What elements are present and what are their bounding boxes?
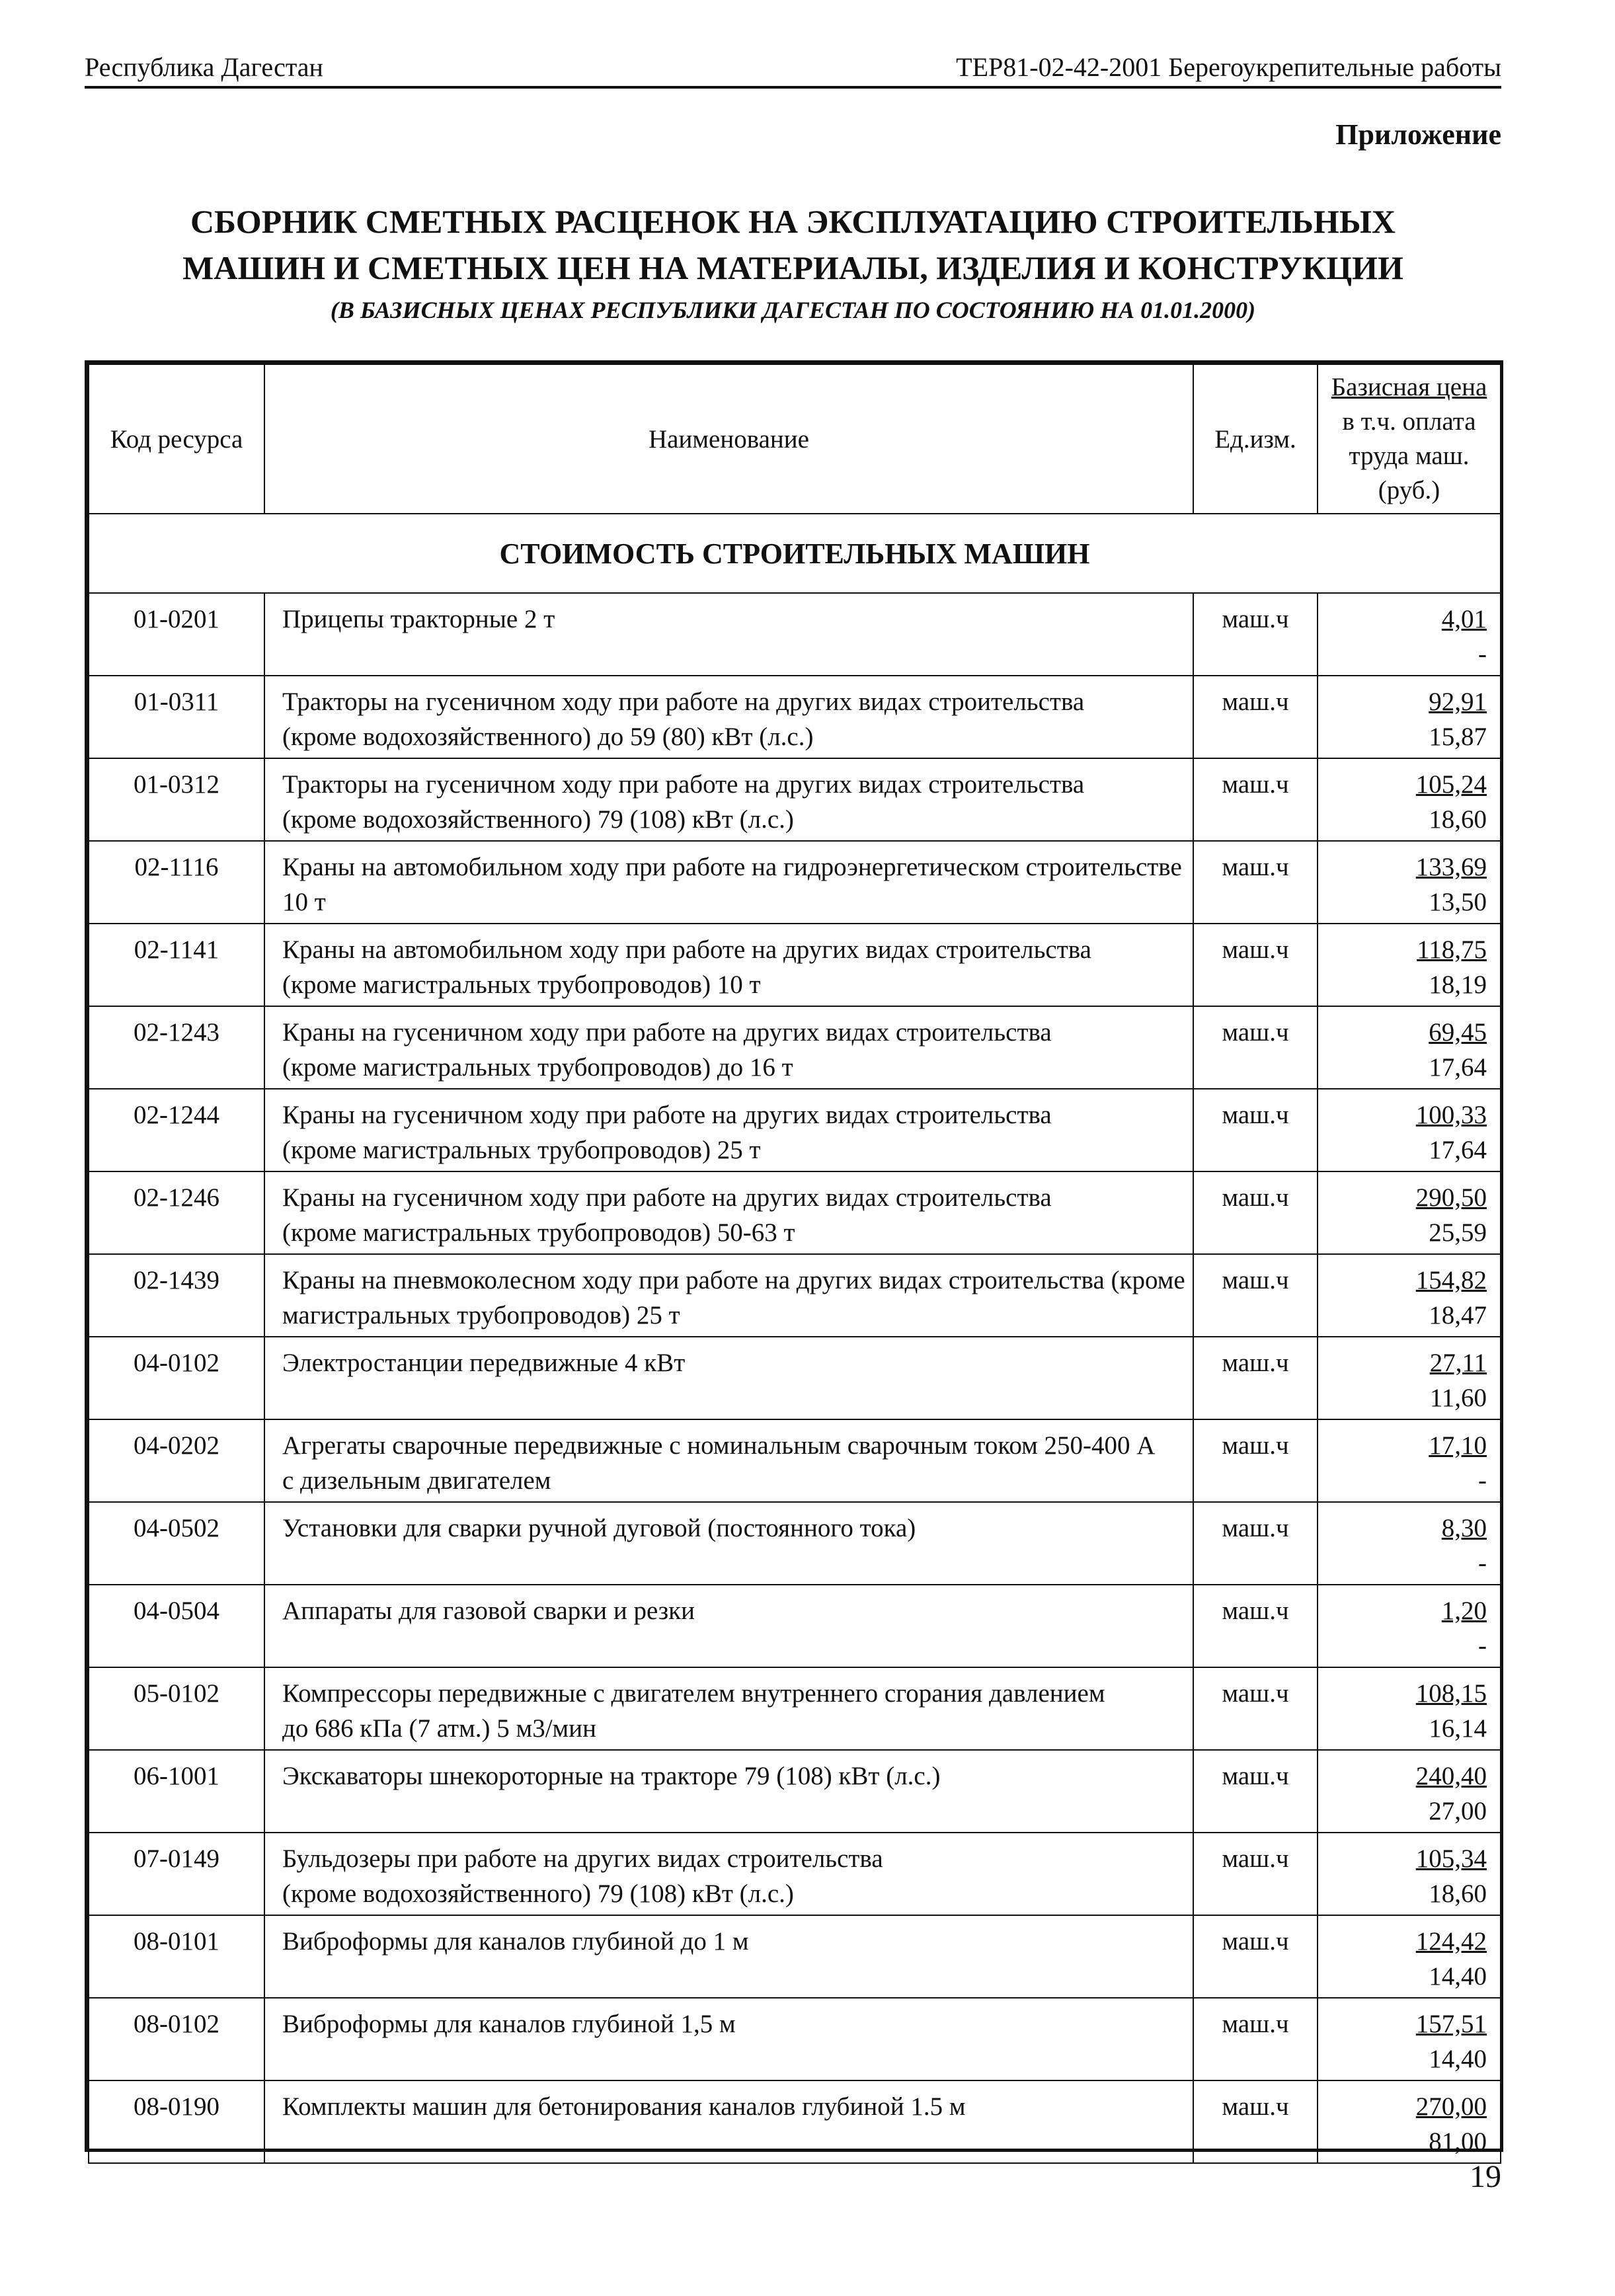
column-header-code: Код ресурса (89, 364, 264, 514)
resource-code: 02-1141 (89, 924, 264, 1006)
resource-name (264, 1502, 1193, 1585)
base-price: 17,10 (1429, 1431, 1487, 1460)
table-row (89, 1419, 1501, 1502)
price-cell (1318, 593, 1501, 676)
base-price: 118,75 (1417, 935, 1487, 964)
resource-name-line-1: Аппараты для газовой сварки и резки (282, 1597, 695, 1625)
labor-cost: 17,64 (1429, 1053, 1487, 1082)
labor-cost: 16,14 (1429, 1714, 1487, 1743)
resource-name (264, 1585, 1193, 1667)
unit-of-measure: маш.ч (1193, 841, 1318, 924)
resource-name (264, 841, 1193, 924)
resource-code: 08-0101 (89, 1915, 264, 1998)
table-row (89, 1915, 1501, 1998)
document-title (85, 198, 1501, 291)
base-price: 240,40 (1415, 1762, 1487, 1790)
resource-code: 02-1439 (89, 1254, 264, 1337)
resource-name-line-1: Компрессоры передвижные с двигателем внутреннего сгорания давлением (282, 1679, 1105, 1708)
unit-of-measure: маш.ч (1193, 1998, 1318, 2080)
price-cell (1318, 1833, 1501, 1915)
resource-name (264, 1750, 1193, 1833)
table-row (89, 841, 1501, 924)
labor-cost: 81,00 (1429, 2127, 1487, 2156)
base-price: 27,11 (1429, 1349, 1487, 1377)
resource-name (264, 1667, 1193, 1750)
resource-name-line-2: (кроме водохозяйственного) до 59 (80) кВт (л.с.) (282, 723, 814, 751)
labor-cost: - (1478, 1632, 1487, 1660)
price-cell (1318, 1750, 1501, 1833)
resource-code: 02-1244 (89, 1089, 264, 1171)
unit-of-measure: маш.ч (1193, 1502, 1318, 1585)
table-row (89, 1089, 1501, 1171)
labor-cost: 13,50 (1429, 888, 1487, 916)
labor-cost: 14,40 (1429, 2045, 1487, 2073)
table-row (89, 2080, 1501, 2163)
labor-cost: 14,40 (1429, 1962, 1487, 1991)
resource-code: 08-0190 (89, 2080, 264, 2163)
resource-name-line-2: (кроме магистральных трубопроводов) 25 т (282, 1136, 761, 1164)
resource-name-line-1: Краны на пневмоколесном ходу при работе на других видах строительства (кроме (282, 1266, 1185, 1294)
base-price: 4,01 (1441, 605, 1487, 633)
table-row (89, 1998, 1501, 2080)
base-price: 108,15 (1415, 1679, 1487, 1708)
resource-code: 04-0202 (89, 1419, 264, 1502)
price-table (88, 364, 1501, 2164)
section-title: СТОИМОСТЬ СТРОИТЕЛЬНЫХ МАШИН (89, 514, 1501, 593)
base-price: 92,91 (1429, 688, 1487, 716)
labor-cost: 18,47 (1429, 1301, 1487, 1329)
labor-cost: - (1478, 1466, 1487, 1495)
resource-name (264, 2080, 1193, 2163)
base-price: 154,82 (1415, 1266, 1487, 1294)
table-row (89, 1585, 1501, 1667)
resource-name (264, 758, 1193, 841)
resource-name-line-1: Виброформы для каналов глубиной до 1 м (282, 1927, 749, 1956)
labor-cost: 27,00 (1429, 1797, 1487, 1825)
unit-of-measure: маш.ч (1193, 1254, 1318, 1337)
resource-name-line-1: Тракторы на гусеничном ходу при работе на других видах строительства (282, 688, 1085, 716)
price-table-frame (85, 360, 1503, 2156)
unit-of-measure: маш.ч (1193, 593, 1318, 676)
price-cell (1318, 758, 1501, 841)
resource-name (264, 1254, 1193, 1337)
labor-cost: - (1478, 1549, 1487, 1577)
section-row (89, 514, 1501, 593)
column-header-unit: Ед.изм. (1193, 364, 1318, 514)
header-region: Республика Дагестан (85, 52, 323, 82)
resource-name-line-1: Краны на автомобильном ходу при работе на гидроэнергетическом строительстве (282, 853, 1182, 881)
labor-cost: 11,60 (1429, 1384, 1487, 1412)
resource-code: 04-0102 (89, 1337, 264, 1419)
base-price: 124,42 (1415, 1927, 1487, 1956)
labor-cost: - (1478, 640, 1487, 668)
resource-code: 01-0311 (89, 676, 264, 758)
unit-of-measure: маш.ч (1193, 1337, 1318, 1419)
resource-name-line-1: Краны на автомобильном ходу при работе на других видах строительства (282, 935, 1091, 964)
resource-name-line-2: до 686 кПа (7 атм.) 5 м3/мин (282, 1714, 596, 1743)
resource-name (264, 1833, 1193, 1915)
price-cell (1318, 1419, 1501, 1502)
resource-name-line-1: Краны на гусеничном ходу при работе на других видах строительства (282, 1018, 1052, 1047)
column-header-price (1318, 364, 1501, 514)
appendix-label: Приложение (1335, 118, 1501, 151)
base-price: 100,33 (1415, 1101, 1487, 1129)
price-cell (1318, 924, 1501, 1006)
resource-name (264, 1171, 1193, 1254)
resource-code: 05-0102 (89, 1667, 264, 1750)
table-row (89, 924, 1501, 1006)
table-row (89, 1833, 1501, 1915)
unit-of-measure: маш.ч (1193, 1667, 1318, 1750)
price-cell (1318, 1337, 1501, 1419)
price-cell (1318, 676, 1501, 758)
resource-name-line-1: Агрегаты сварочные передвижные с номинальным сварочным током 250-400 А (282, 1431, 1156, 1460)
unit-of-measure: маш.ч (1193, 676, 1318, 758)
unit-of-measure: маш.ч (1193, 1750, 1318, 1833)
labor-cost: 18,60 (1429, 1880, 1487, 1908)
table-row (89, 1750, 1501, 1833)
unit-of-measure: маш.ч (1193, 1419, 1318, 1502)
labor-cost: 25,59 (1429, 1218, 1487, 1247)
labor-cost: 18,60 (1429, 805, 1487, 834)
resource-code: 02-1243 (89, 1006, 264, 1089)
unit-of-measure: маш.ч (1193, 2080, 1318, 2163)
unit-of-measure: маш.ч (1193, 1006, 1318, 1089)
unit-of-measure: маш.ч (1193, 1171, 1318, 1254)
resource-code: 07-0149 (89, 1833, 264, 1915)
resource-name-line-1: Электростанции передвижные 4 кВт (282, 1349, 686, 1377)
resource-name-line-1: Виброформы для каналов глубиной 1,5 м (282, 2010, 736, 2038)
base-price: 105,34 (1415, 1844, 1487, 1873)
unit-of-measure: маш.ч (1193, 1089, 1318, 1171)
unit-of-measure: маш.ч (1193, 1833, 1318, 1915)
resource-name (264, 1337, 1193, 1419)
table-row (89, 593, 1501, 676)
table-row (89, 1502, 1501, 1585)
resource-name-line-2: (кроме водохозяйственного) 79 (108) кВт (л.с.) (282, 805, 794, 834)
column-header-name: Наименование (264, 364, 1193, 514)
price-cell (1318, 841, 1501, 924)
table-row (89, 1337, 1501, 1419)
resource-name-line-2: с дизельным двигателем (282, 1466, 551, 1495)
price-cell (1318, 1006, 1501, 1089)
table-header-row (89, 364, 1501, 514)
base-price: 69,45 (1429, 1018, 1487, 1047)
resource-name (264, 1006, 1193, 1089)
price-cell (1318, 1502, 1501, 1585)
price-header-line-4: (руб.) (1378, 476, 1440, 504)
price-cell (1318, 1998, 1501, 2080)
resource-name (264, 1998, 1193, 2080)
resource-name-line-2: (кроме магистральных трубопроводов) 50-63 т (282, 1218, 795, 1247)
base-price: 270,00 (1415, 2092, 1487, 2121)
price-cell (1318, 1915, 1501, 1998)
resource-name-line-2: (кроме водохозяйственного) 79 (108) кВт (л.с.) (282, 1880, 794, 1908)
resource-name-line-1: Установки для сварки ручной дуговой (постоянного тока) (282, 1514, 916, 1542)
resource-name (264, 1915, 1193, 1998)
labor-cost: 17,64 (1429, 1136, 1487, 1164)
resource-name-line-1: Комплекты машин для бетонирования каналов глубиной 1.5 м (282, 2092, 966, 2121)
base-price: 105,24 (1415, 770, 1487, 799)
resource-name (264, 1089, 1193, 1171)
labor-cost: 15,87 (1429, 723, 1487, 751)
labor-cost: 18,19 (1429, 970, 1487, 999)
resource-name (264, 924, 1193, 1006)
header-document-code: ТЕР81-02-42-2001 Берегоукрепительные работы (956, 52, 1501, 82)
resource-name (264, 676, 1193, 758)
base-price: 133,69 (1415, 853, 1487, 881)
base-price: 290,50 (1415, 1183, 1487, 1212)
unit-of-measure: маш.ч (1193, 758, 1318, 841)
price-cell (1318, 1667, 1501, 1750)
resource-name-line-2: магистральных трубопроводов) 25 т (282, 1301, 680, 1329)
table-row (89, 1171, 1501, 1254)
resource-code: 04-0502 (89, 1502, 264, 1585)
resource-code: 01-0312 (89, 758, 264, 841)
title-line-2: МАШИН И СМЕТНЫХ ЦЕН НА МАТЕРИАЛЫ, ИЗДЕЛИЯ И КОНСТРУКЦИИ (182, 249, 1403, 286)
base-price: 8,30 (1441, 1514, 1487, 1542)
resource-name-line-1: Тракторы на гусеничном ходу при работе на других видах строительства (282, 770, 1085, 799)
resource-name (264, 1419, 1193, 1502)
table-row (89, 676, 1501, 758)
price-cell (1318, 1171, 1501, 1254)
resource-code: 04-0504 (89, 1585, 264, 1667)
title-line-1: СБОРНИК СМЕТНЫХ РАСЦЕНОК НА ЭКСПЛУАТАЦИЮ СТРОИТЕЛЬНЫХ (190, 203, 1396, 240)
resource-code: 02-1246 (89, 1171, 264, 1254)
resource-name-line-1: Бульдозеры при работе на других видах строительства (282, 1844, 883, 1873)
price-cell (1318, 2080, 1501, 2163)
price-header-line-1: Базисная цена (1331, 373, 1487, 401)
base-price: 1,20 (1441, 1597, 1487, 1625)
price-cell (1318, 1089, 1501, 1171)
header-rule (85, 86, 1501, 89)
unit-of-measure: маш.ч (1193, 1585, 1318, 1667)
table-row (89, 1254, 1501, 1337)
base-price: 157,51 (1415, 2010, 1487, 2038)
resource-code: 01-0201 (89, 593, 264, 676)
resource-code: 02-1116 (89, 841, 264, 924)
price-cell (1318, 1585, 1501, 1667)
price-header-line-2: в т.ч. оплата (1342, 407, 1476, 436)
document-subtitle: (В БАЗИСНЫХ ЦЕНАХ РЕСПУБЛИКИ ДАГЕСТАН ПО СОСТОЯНИЮ НА 01.01.2000) (330, 297, 1256, 323)
resource-name-line-2: 10 т (282, 888, 326, 916)
price-header-line-3: труда маш. (1349, 442, 1470, 470)
resource-name-line-1: Экскаваторы шнекороторные на тракторе 79 (108) кВт (л.с.) (282, 1762, 941, 1790)
price-cell (1318, 1254, 1501, 1337)
table-row (89, 1667, 1501, 1750)
unit-of-measure: маш.ч (1193, 1915, 1318, 1998)
resource-name (264, 593, 1193, 676)
resource-name-line-1: Краны на гусеничном ходу при работе на других видах строительства (282, 1101, 1052, 1129)
resource-name-line-1: Прицепы тракторные 2 т (282, 605, 555, 633)
resource-name-line-1: Краны на гусеничном ходу при работе на других видах строительства (282, 1183, 1052, 1212)
page-number: 19 (1470, 2159, 1501, 2194)
resource-code: 08-0102 (89, 1998, 264, 2080)
resource-name-line-2: (кроме магистральных трубопроводов) 10 т (282, 970, 761, 999)
resource-name-line-2: (кроме магистральных трубопроводов) до 16 т (282, 1053, 793, 1082)
resource-code: 06-1001 (89, 1750, 264, 1833)
table-row (89, 1006, 1501, 1089)
unit-of-measure: маш.ч (1193, 924, 1318, 1006)
table-row (89, 758, 1501, 841)
